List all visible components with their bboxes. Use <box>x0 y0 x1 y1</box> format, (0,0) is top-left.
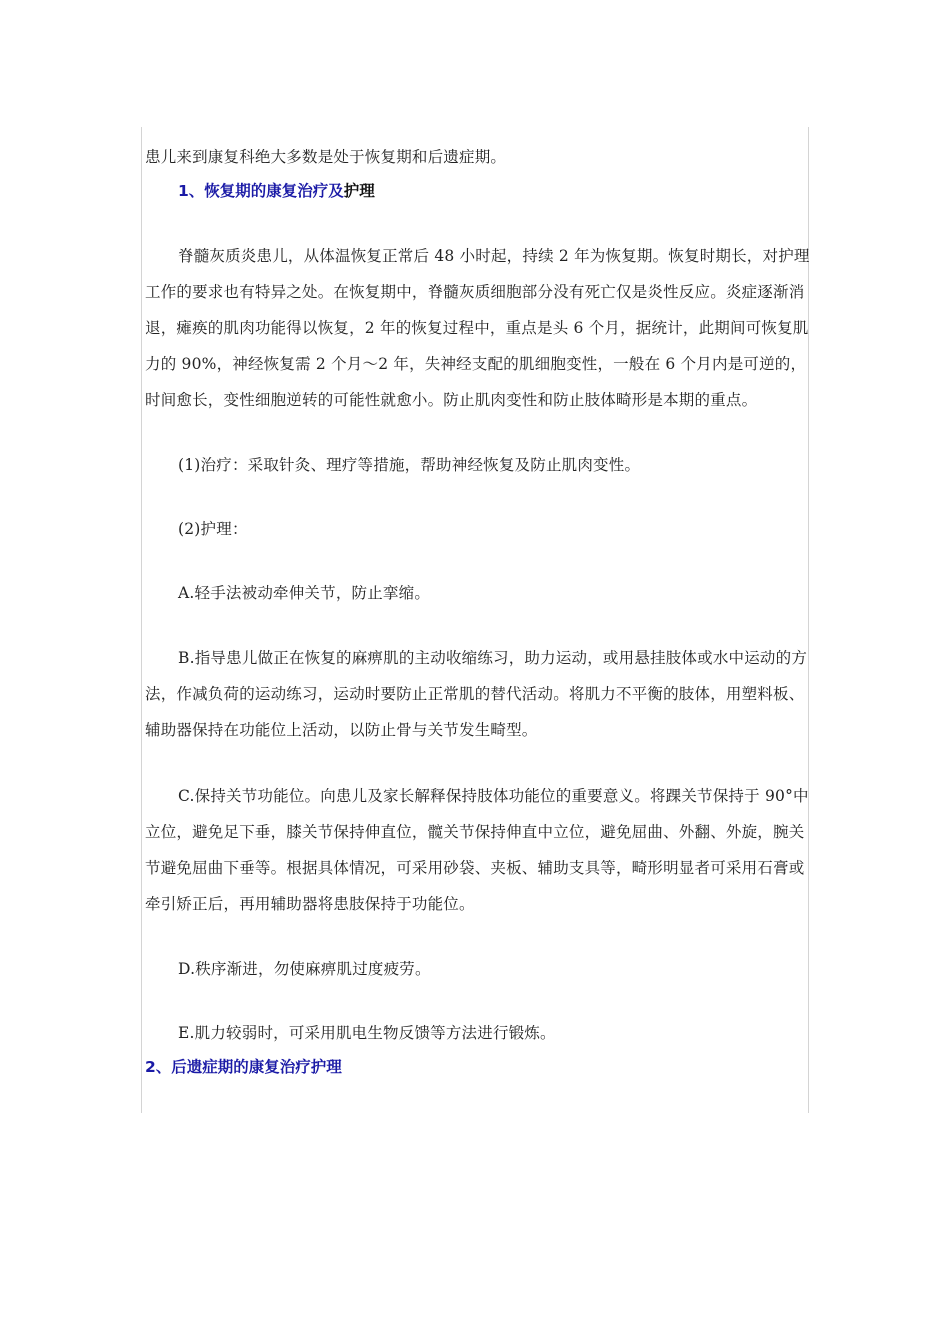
item-d-text: D.秩序渐进，勿使麻痹肌过度疲劳。 <box>178 960 431 978</box>
section2-heading: 2、后遗症期的康复治疗护理 <box>145 1058 342 1076</box>
section1-heading <box>145 174 817 208</box>
item-a-text: A.轻手法被动牵伸关节，防止挛缩。 <box>178 584 431 602</box>
document-body <box>145 140 817 1084</box>
treatment-text: (1)治疗：采取针灸、理疗等措施，帮助神经恢复及防止肌肉变性。 <box>178 456 641 474</box>
item-b-text: B.指导患儿做正在恢复的麻痹肌的主动收缩练习，助力运动，或用悬挂肢体或水中运动的方法，作减负荷的运动练习，运动时要防止正常肌的替代活动。将肌力不平衡的肢体，用塑料板、辅助器保持在功能位上活动，以防止骨与关节发生畸型。 <box>145 649 808 739</box>
intro-text: 患儿来到康复科绝大多数是处于恢复期和后遗症期。 <box>145 148 507 166</box>
section1-heading-black: 护理 <box>343 182 375 200</box>
item-e-text: E.肌力较弱时，可采用肌电生物反馈等方法进行锻炼。 <box>178 1024 556 1042</box>
recovery-paragraph: 脊髓灰质炎患儿，从体温恢复正常后 48 小时起，持续 2 年为恢复期。恢复时期长，对护理工作的要求也有特异之处。在恢复期中，脊髓灰质细胞部分没有死亡仅是炎性反应。炎症逐渐消退，瘫痪的肌肉功能得以恢复，2 年的恢复过程中，重点是头 6 个月，据统计，此期间可恢复肌力的 90%，神经恢复需 2 个月～2 年，失神经支配的肌细胞变性，一般在 6 个月内是可逆的，时间愈长，变性细胞逆转的可能性就愈小。防止肌肉变性和防止肢体畸形是本期的重点。 <box>145 247 810 409</box>
item-c-text: C.保持关节功能位。向患儿及家长解释保持肢体功能位的重要意义。将踝关节保持于 90°中立位，避免足下垂，膝关节保持伸直位，髋关节保持伸直中立位，避免屈曲、外翻、外旋，腕关节避免屈曲下垂等。根据具体情况，可采用砂袋、夹板、辅助支具等，畸形明显者可采用石膏或牵引矫正后，再用辅助器将患肢保持于功能位。 <box>145 787 809 913</box>
section1-heading-blue: 1、恢复期的康复治疗及 <box>178 182 344 200</box>
nursing-label: (2)护理： <box>178 520 248 538</box>
left-border-rule <box>141 127 142 1113</box>
